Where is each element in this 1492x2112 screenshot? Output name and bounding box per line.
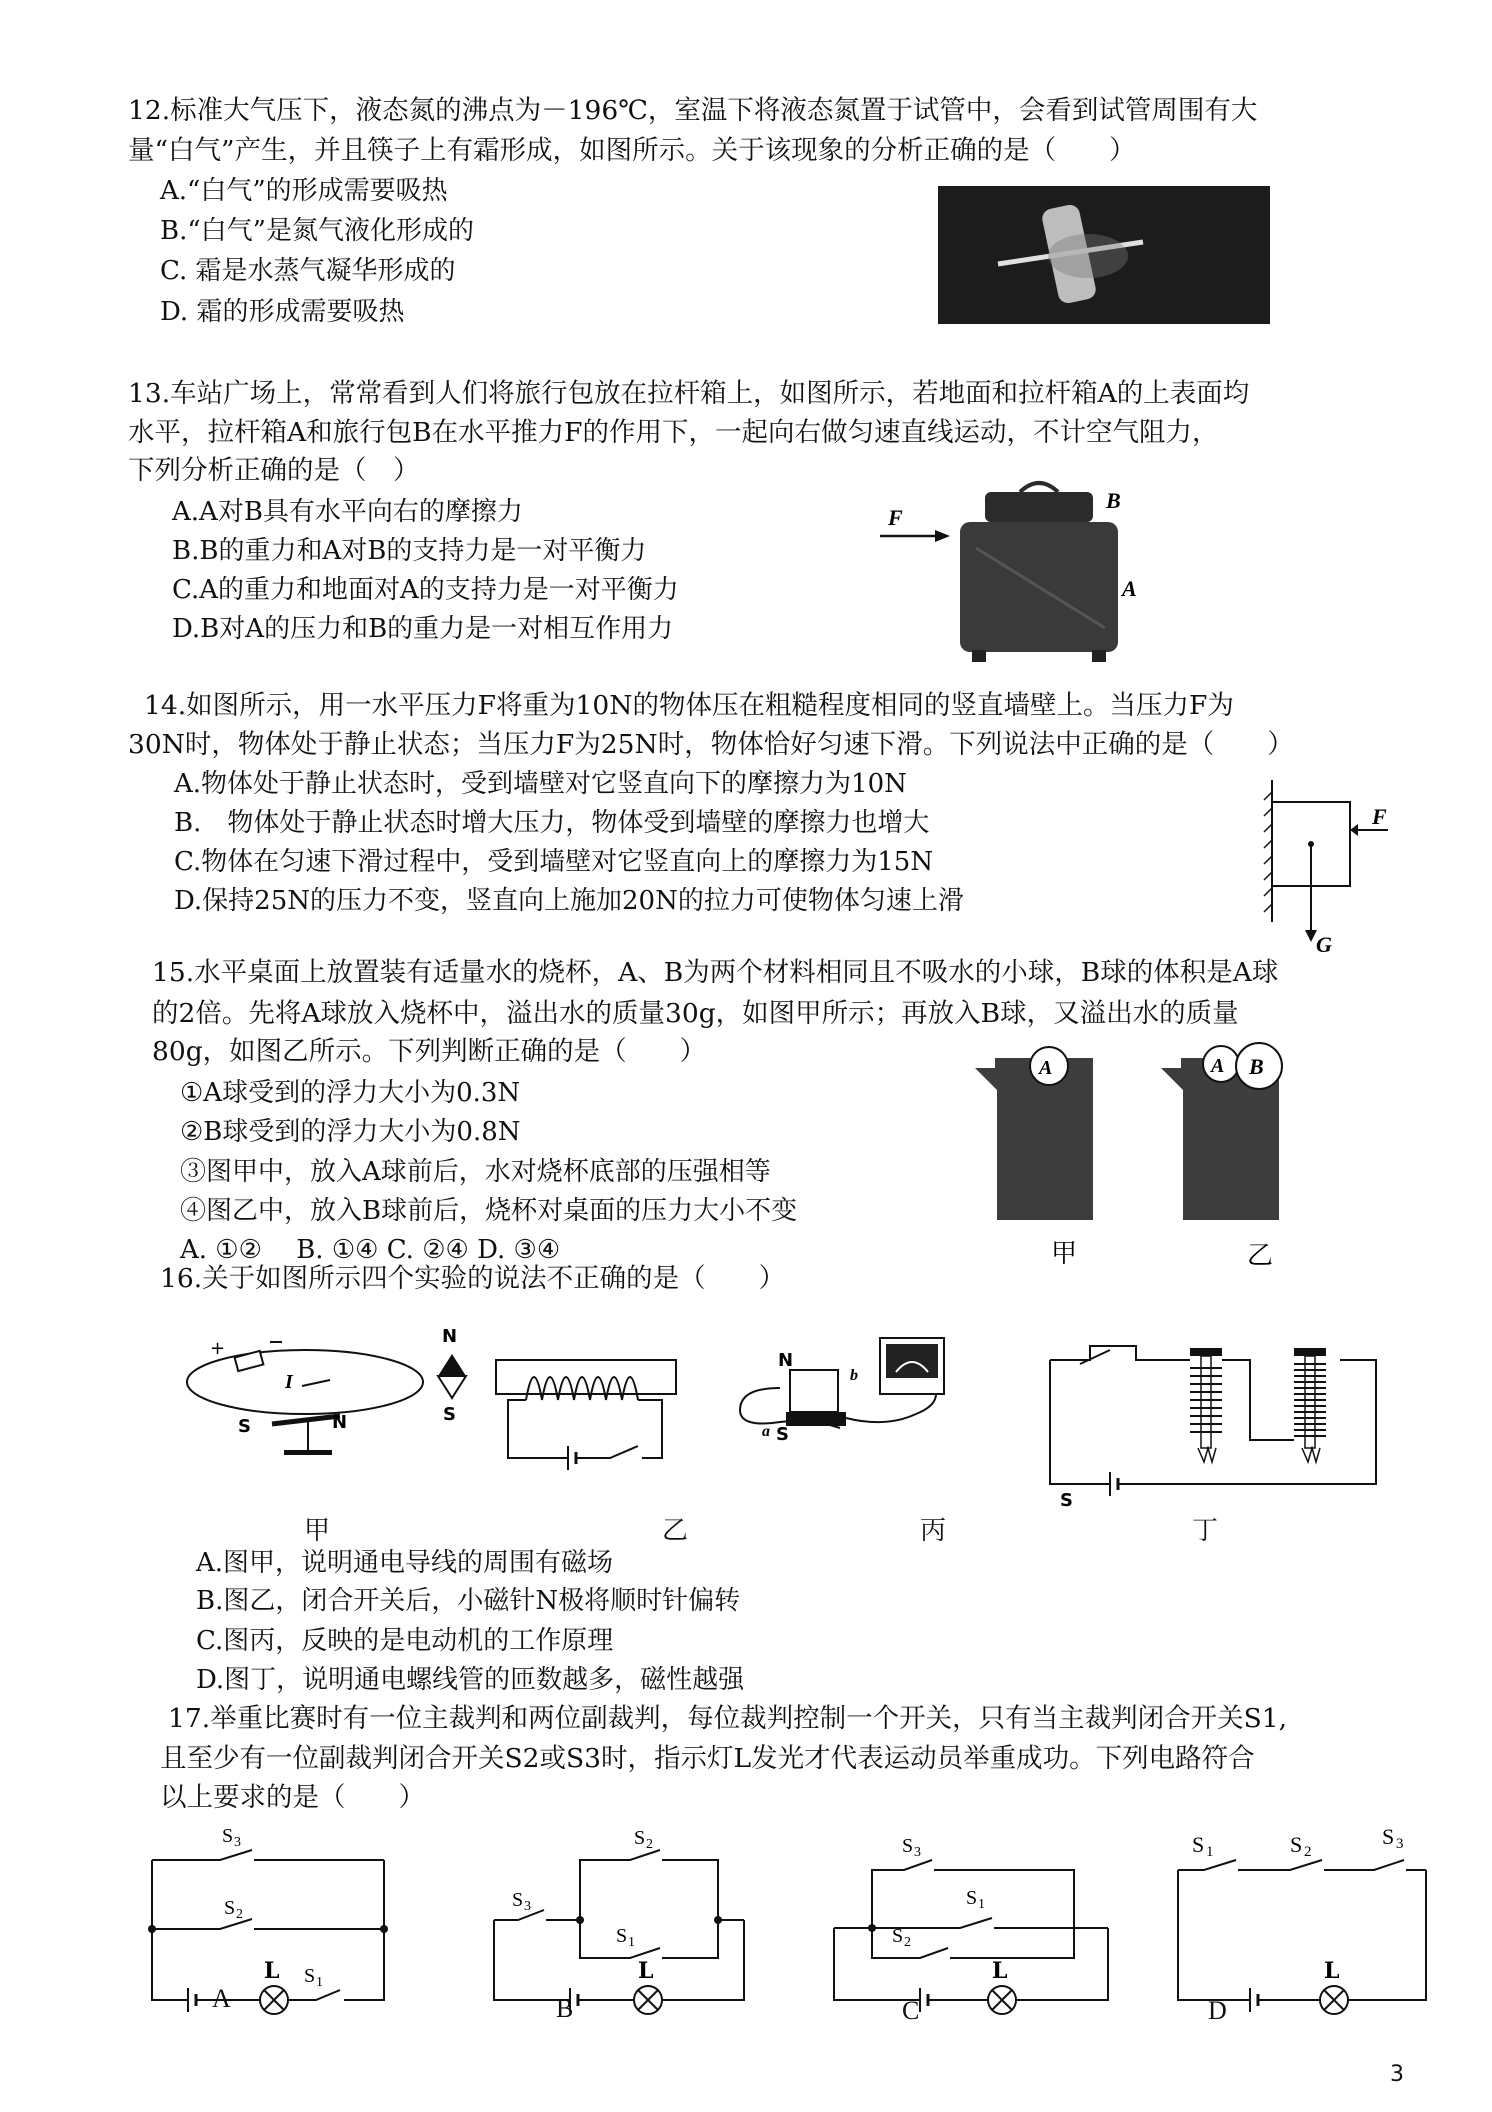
q16-option-d: D.图丁，说明通电螺线管的匝数越多，磁性越强 [196,1665,745,1695]
caption-fig-jia: 甲 [304,1516,331,1546]
fig-jia-oersted [187,1338,423,1455]
svg-text:S: S [304,1965,316,1987]
svg-text:2: 2 [1304,1844,1312,1860]
svg-text:L: L [264,1958,280,1984]
svg-text:L: L [638,1958,654,1984]
caption-circuit-a: A [212,1984,231,2013]
ball-a-label-jia: A [1039,1057,1053,1079]
current-i-label: I [285,1371,293,1393]
svg-text:L: L [992,1958,1008,1984]
q15-choices: A. ①② B. ①④ C. ②④ D. ③④ [180,1235,561,1265]
svg-text:S: S [634,1827,646,1849]
fig-bing-generator [740,1338,944,1445]
fig-ding-electromagnets [1050,1346,1376,1511]
q15-item-4: ④图乙中，放入B球前后，烧杯对桌面的压力大小不变 [180,1196,798,1226]
svg-text:1: 1 [316,1975,323,1990]
q15-item-2: ②B球受到的浮力大小为0.8N [180,1117,521,1147]
caption-circuit-b: B [556,1994,574,2023]
q17-stem-line1: 17.举重比赛时有一位主裁判和两位副裁判，每位裁判控制一个开关，只有当主裁判闭合开关S1, [168,1703,1288,1734]
svg-text:S: S [966,1887,978,1909]
compass-n-label: N [442,1326,458,1347]
q12-stem-line1: 12.标准大气压下，液态氮的沸点为－196℃，室温下将液态氮置于试管中，会看到试管周围有大 [128,95,1258,126]
wire-b-label: b [850,1367,858,1384]
circuit-options-figure [140,1824,1430,2040]
magnet-n-label: N [778,1350,794,1371]
switch-s-label: S [1060,1490,1073,1511]
svg-text:S: S [1192,1832,1205,1857]
svg-text:1: 1 [628,1935,635,1950]
q12-option-b: B.“白气”是氮气液化形成的 [160,216,474,246]
svg-text:S: S [224,1897,236,1919]
svg-text:S: S [1382,1824,1395,1849]
q14-option-a: A.物体处于静止状态时，受到墙壁对它竖直向下的摩擦力为10N [174,769,907,799]
circuit-b [494,1827,744,2014]
gravity-g-label: G [1316,932,1332,957]
q12-option-d: D. 霜的形成需要吸热 [160,297,405,327]
caption-fig-yi: 乙 [662,1516,689,1546]
bag-b-label: B [1106,488,1121,513]
ball-b-label: B [1249,1054,1264,1079]
svg-text:3: 3 [1396,1836,1404,1852]
page-number: 3 [1390,2062,1404,2087]
svg-text:L: L [1324,1958,1340,1984]
press-force-f-label: F [1372,804,1387,829]
q13-option-a: A.A对B具有水平向右的摩擦力 [172,497,523,527]
svg-text:S: S [892,1925,904,1947]
magnet-s-label: S [776,1424,789,1445]
circuit-c [834,1835,1108,2014]
q16-option-c: C.图丙，反映的是电动机的工作原理 [196,1626,614,1656]
q13-option-b: B.B的重力和A对B的支持力是一对平衡力 [172,536,647,566]
ball-a-label-yi: A [1211,1055,1225,1077]
q13-option-d: D.B对A的压力和B的重力是一对相互作用力 [172,614,674,644]
q14-option-c: C.物体在匀速下滑过程中，受到墙壁对它竖直向上的摩擦力为15N [174,847,934,877]
q17-stem-line3: 以上要求的是（ ） [160,1782,425,1813]
q17-stem-line2: 且至少有一位副裁判闭合开关S2或S3时，指示灯L发光才代表运动员举重成功。下列电路符合 [160,1743,1255,1774]
caption-circuit-c: C [902,1996,920,2025]
q12-stem-line2: 量“白气”产生，并且筷子上有霜形成，如图所示。关于该现象的分析正确的是（ ） [128,135,1136,166]
svg-text:2: 2 [236,1907,243,1922]
svg-text:3: 3 [234,1835,241,1850]
needle-s-label: S [238,1416,251,1437]
q14-stem-line2: 30N时，物体处于静止状态；当压力F为25N时，物体恰好匀速下滑。下列说法中正确的是（ ） [128,729,1294,760]
svg-text:2: 2 [646,1837,653,1852]
caption-circuit-d: D [1208,1996,1227,2025]
q15-item-3: ③图甲中，放入A球前后，水对烧杯底部的压强相等 [180,1157,771,1187]
circuit-a [148,1825,388,2014]
liquid-nitrogen-photo [938,186,1270,324]
svg-text:S: S [222,1825,234,1847]
svg-text:+: + [210,1338,226,1359]
beakers-figure [975,1050,1315,1270]
q14-stem-line1: 14.如图所示，用一水平压力F将重为10N的物体压在粗糙程度相同的竖直墙壁上。当压力F为 [144,690,1234,721]
svg-text:S: S [616,1925,628,1947]
caption-yi: 乙 [1247,1241,1274,1271]
caption-fig-bing: 丙 [920,1516,947,1546]
q16-option-a: A.图甲，说明通电导线的周围有磁场 [196,1548,614,1578]
q16-option-b: B.图乙，闭合开关后，小磁针N极将顺时针偏转 [196,1586,741,1616]
q14-option-b: B. 物体处于静止状态时增大压力，物体受到墙壁的摩擦力也增大 [174,808,930,838]
svg-text:3: 3 [524,1899,531,1914]
q15-item-1: ①A球受到的浮力大小为0.3N [180,1078,521,1108]
fig-yi-solenoid [438,1326,676,1470]
svg-text:S: S [512,1889,524,1911]
electromagnetism-figures [190,1320,1410,1530]
luggage-figure [880,478,1170,668]
q16-stem: 16.关于如图所示四个实验的说法不正确的是（ ） [160,1263,786,1294]
q13-option-c: C.A的重力和地面对A的支持力是一对平衡力 [172,575,679,605]
q15-stem-line3: 80g，如图乙所示。下列判断正确的是（ ） [152,1036,707,1067]
q15-stem-line2: 的2倍。先将A球放入烧杯中，溢出水的质量30g，如图甲所示；再放入B球，又溢出水的质量 [152,998,1239,1029]
circuit-d [1178,1824,1426,2014]
svg-text:S: S [1290,1832,1303,1857]
q13-stem-line1: 13.车站广场上，常常看到人们将旅行包放在拉杆箱上，如图所示，若地面和拉杆箱A的上表面均 [128,378,1250,409]
force-f-label: F [888,505,903,530]
q15-stem-line1: 15.水平桌面上放置装有适量水的烧杯，A、B为两个材料相同且不吸水的小球，B球的体积是A球 [152,957,1279,988]
compass-s-label: S [443,1404,456,1425]
q12-option-a: A.“白气”的形成需要吸热 [160,176,448,206]
svg-text:S: S [902,1835,914,1857]
q14-option-d: D.保持25N的压力不变，竖直向上施加20N的拉力可使物体匀速上滑 [174,886,964,916]
q12-option-c: C. 霜是水蒸气凝华形成的 [160,256,456,286]
caption-jia: 甲 [1051,1239,1078,1269]
caption-fig-ding: 丁 [1192,1516,1219,1546]
svg-text:2: 2 [904,1935,911,1950]
svg-text:1: 1 [1206,1844,1214,1860]
q13-stem-line2: 水平，拉杆箱A和旅行包B在水平推力F的作用下，一起向右做匀速直线运动，不计空气阻力， [128,417,1219,448]
svg-text:3: 3 [914,1845,921,1860]
q13-stem-line3: 下列分析正确的是（ ） [128,455,420,486]
needle-n-label: N [332,1412,348,1433]
wire-a-label: a [762,1423,770,1440]
svg-text:1: 1 [978,1897,985,1912]
case-a-label: A [1122,576,1137,601]
block-on-wall-figure [1258,772,1398,958]
